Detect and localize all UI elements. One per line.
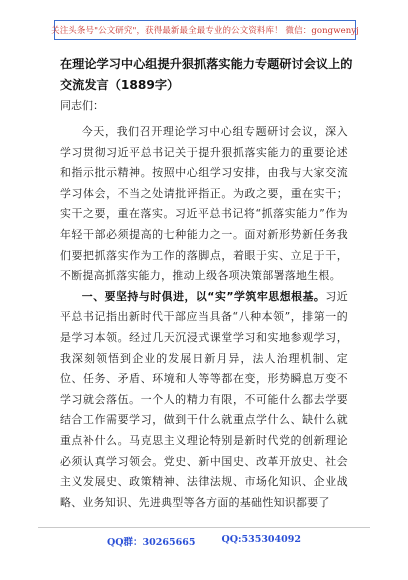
footer-divider: [38, 527, 370, 528]
section-one-text: 习近平总书记指出新时代干部应当具备“八种本领”，排第一的是学习本领。经过几天沉浸式课堂学习和实地参观学习，我深刻领悟到企业的发展日新月异，法人治理机制、定位、任务、矛盾、环境和人等等都在变，形势瞬息万变不学习就会落伍。一个人的精力有限，不可能什么都去学要结合工作需要学习，做到干什么就重点学什么、缺什么就重点补什么。马克思主义理论特别是新时代党的创新理论必须认真学习领会。党史、新中国史、改革开放史、社会主义发展史、政策精神、法律法规、市场化知识、企业战略、业务知识、先进典型等各方面的基础性知识都要了: [60, 289, 348, 509]
section-one-heading: 一、要坚持与时俱进，以“实”学筑牢思想根基。: [81, 289, 326, 303]
paragraph-intro: 今天，我们召开理论学习中心组专题研讨会议，深入学习贯彻习近平总书记关于提升狠抓落实能力的重要论述和指示批示精神。按照中心组学习安排，由我与大家交流学习体会，不当之处请批评指正。为政之要，重在实干；实干之要，重在落实。习近平总书记将“抓落实能力”作为年轻干部必须提高的七种能力之一。面对新形势新任务我们要把抓落实作为工作的落脚点，着眼于实、立足于干，不断提高抓落实能力，推动上级各项决策部署落地生根。: [60, 125, 348, 283]
qq-number-text: QQ:535304092: [221, 534, 301, 545]
document-title: 在理论学习中心组提升狠抓落实能力专题研讨会议上的交流发言（1889字）: [60, 57, 353, 92]
promo-banner: [51, 20, 359, 40]
document-body: [60, 122, 348, 513]
qq-group-text: QQ群：30265665: [107, 537, 196, 548]
promo-banner-text: 关注头条号"公文研究"，获得最新最全最专业的公文资料库！ 微信：gongwenyj: [51, 26, 359, 36]
footer-contact: [0, 534, 408, 548]
paragraph-section-one: [60, 287, 348, 514]
salutation: 同志们：: [60, 99, 104, 112]
